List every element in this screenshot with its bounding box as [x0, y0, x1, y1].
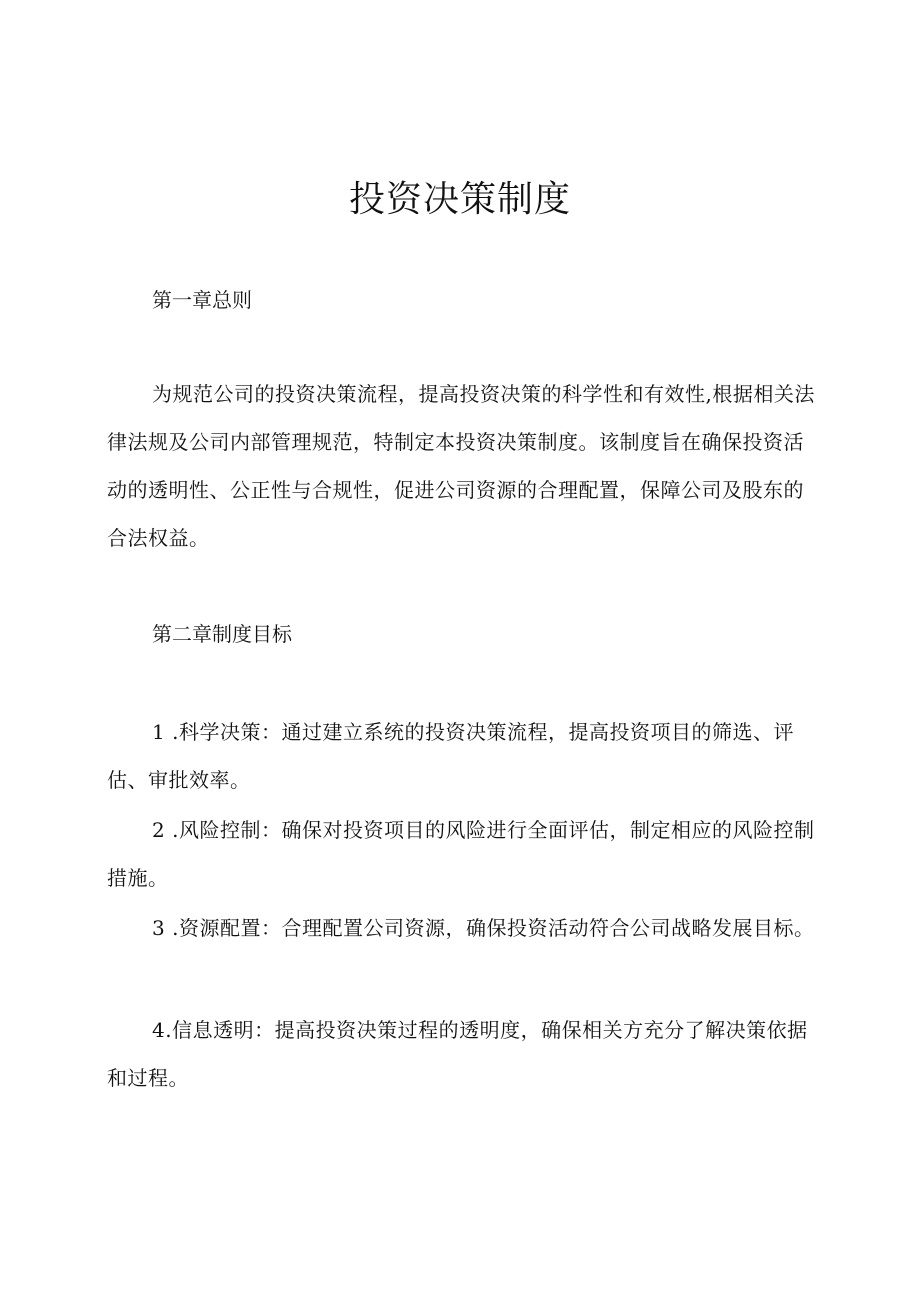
goal-item-4: [107, 1006, 823, 1102]
chapter-2-heading: 第二章制度目标: [152, 622, 292, 646]
goal-item-number: 3 .: [152, 916, 179, 940]
goal-item-text: 资源配置：合理配置公司资源，确保投资活动符合公司战略发展目标。: [178, 916, 815, 940]
goal-item-number: 4.: [152, 1018, 173, 1042]
goal-item-text: 科学决策：通过建立系统的投资决策流程，提高投资项目的筛选、评估、审批效率。: [107, 720, 794, 792]
goal-item-2: [107, 806, 823, 902]
goal-item-text: 风险控制：确保对投资项目的风险进行全面评估，制定相应的风险控制措施。: [107, 818, 815, 890]
document-title: 投资决策制度: [348, 179, 571, 220]
chapter-1-heading: 第一章总则: [152, 288, 252, 312]
goal-item-text: 信息透明：提高投资决策过程的透明度，确保相关方充分了解决策依据和过程。: [107, 1018, 808, 1090]
goal-item-3: [107, 904, 823, 952]
chapter-1-paragraph: 为规范公司的投资决策流程，提高投资决策的科学性和有效性,根据相关法律法规及公司内部管理规范，特制定本投资决策制度。该制度旨在确保投资活动的透明性、公正性与合规性，促进公司资源的合理配置，保障公司及股东的合法权益。: [107, 382, 815, 550]
goal-item-1: [107, 708, 823, 804]
goal-item-number: 1 .: [152, 720, 179, 744]
goal-item-number: 2 .: [152, 818, 179, 842]
